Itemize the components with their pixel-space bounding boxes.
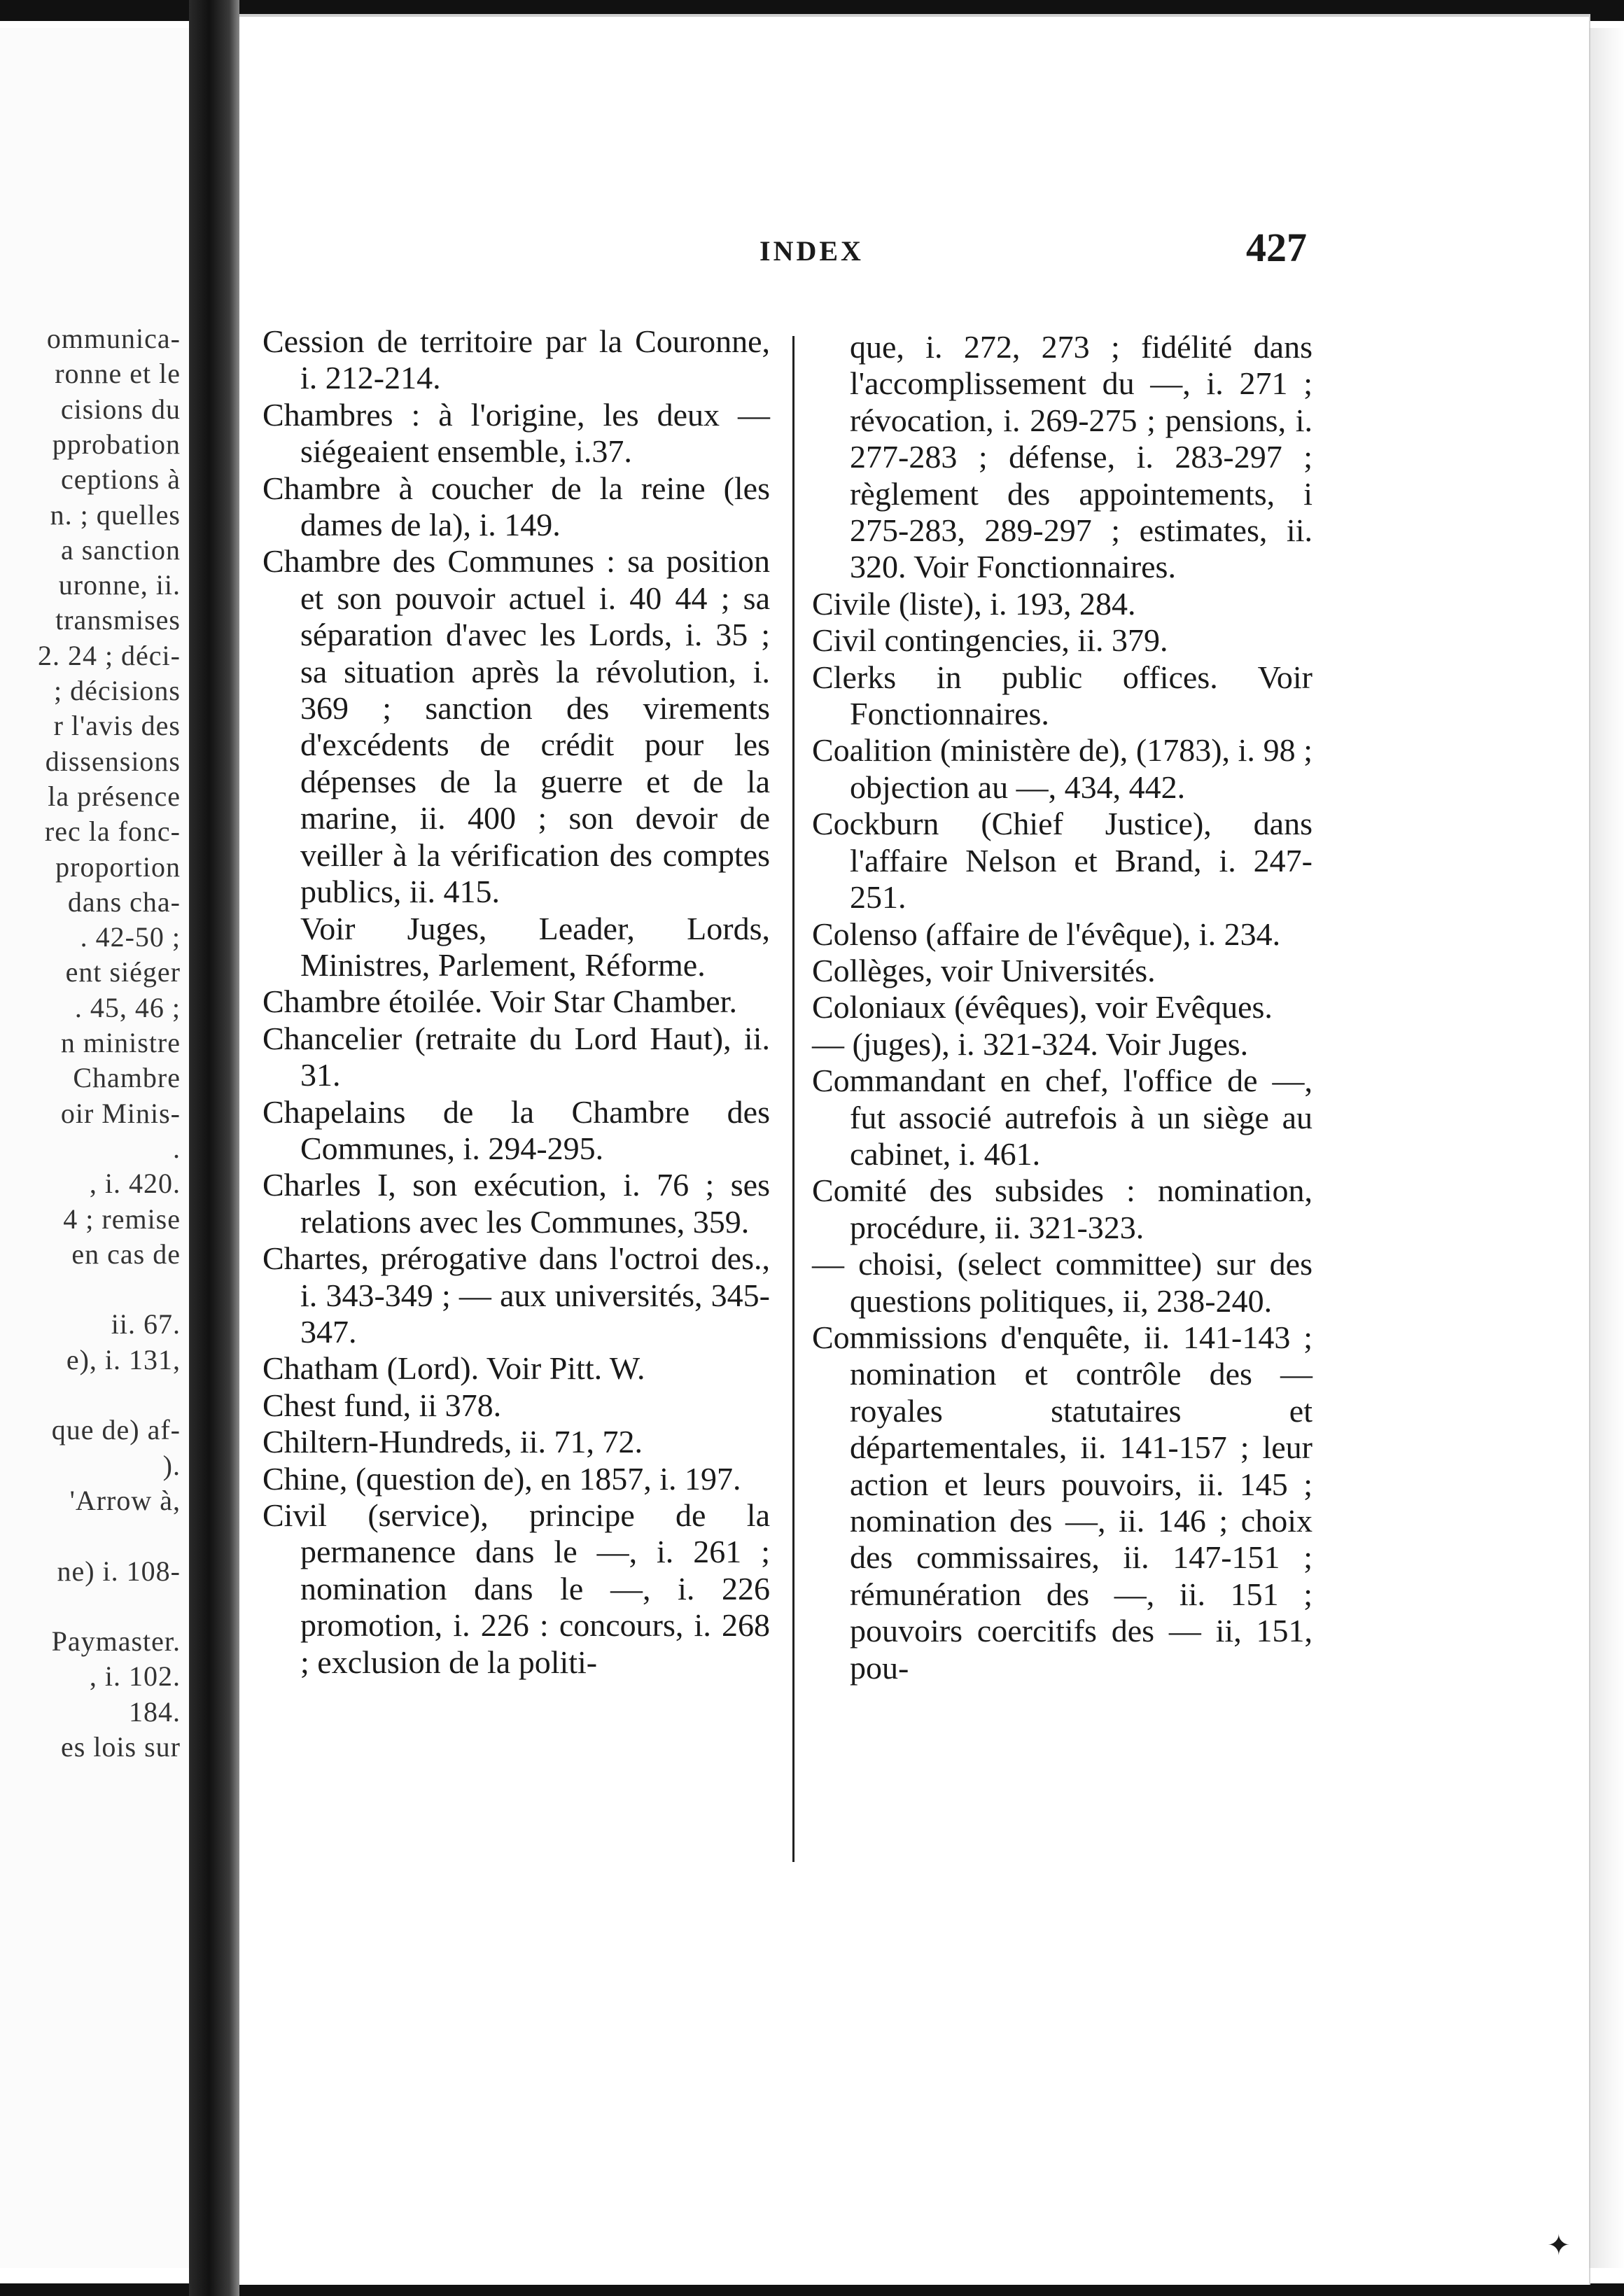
previous-page-line: ; décisions <box>54 675 181 706</box>
previous-page-line: es lois sur <box>61 1731 181 1763</box>
index-entry: Chambre des Communes : sa position et son pouvoir actuel i. 40 44 ; sa séparation d'avec les Lords, i. 35 ; sa situation après la révolution, i. 369 ; sanction des virements d'excédents de crédit pour les dépenses de la guerre et de la marine, ii. 400 ; son devoir de veiller à la vérification des comptes publics, ii. 415. <box>262 543 770 910</box>
page-edge <box>1589 28 1624 2268</box>
index-entry: Charles I, son exécution, i. 76 ; ses relations avec les Communes, 359. <box>262 1167 770 1240</box>
index-entry: Commandant en chef, l'office de —, fut associé autrefois à un siège au cabinet, i. 461. <box>812 1063 1312 1172</box>
index-entry: Civile (liste), i. 193, 284. <box>812 585 1136 622</box>
previous-page-line: , i. 420. <box>89 1168 181 1200</box>
previous-page-line: 4 ; remise <box>63 1203 181 1235</box>
index-entry: Chambre étoilée. Voir Star Chamber. <box>262 983 737 1020</box>
index-column-left <box>262 323 770 1681</box>
index-entry: Commissions d'enquête, ii. 141-143 ; nomination et contrôle des — royales statutaires et départementales, ii. 141-157 ; leur action et leurs pouvoirs, ii. 145 ; nomination des —, ii. 146 ; choix des commissaires, ii. 147-151 ; rémunération des —, ii. 151 ; pouvoirs coercitifs des — ii, 151, pou- <box>812 1319 1312 1686</box>
index-entry: Cockburn (Chief Justice), dans l'affaire Nelson et Brand, i. 247-251. <box>812 806 1312 916</box>
index-entry: Coloniaux (évêques), voir Evêques. <box>812 989 1273 1026</box>
previous-page-line: pprobation <box>52 428 181 460</box>
previous-page-line: rec la fonc- <box>44 816 181 848</box>
index-entry: Chapelains de la Chambre des Communes, i. 294-295. <box>262 1093 770 1166</box>
index-entry: Voir Juges, Leader, Lords, Ministres, Parlement, Réforme. <box>300 910 770 983</box>
previous-page-line: 'Arrow à, <box>69 1484 181 1516</box>
previous-page-line: Chambre <box>73 1062 181 1094</box>
index-entry: Chiltern-Hundreds, ii. 71, 72. <box>262 1424 643 1460</box>
index-entry: Collèges, voir Universités. <box>812 952 1156 988</box>
previous-page-line: transmises <box>55 604 181 636</box>
previous-page-line: uronne, ii. <box>58 569 181 601</box>
previous-page-line: ). <box>162 1449 181 1481</box>
previous-page-line: 184. <box>129 1695 181 1728</box>
index-entry: que, i. 272, 273 ; fidélité dans l'accomplissement du —, i. 271 ; révocation, i. 269-275 ; pensions, i. 277-283 ; défense, i. 283-297 ; règlement des appointements, i 275-283, 289-297 ; estimates, ii. 320. Voir Fonctionnaires. <box>850 329 1312 585</box>
index-entry: Colenso (affaire de l'évêque), i. 234. <box>812 916 1281 952</box>
index-entry: Civil contingencies, ii. 379. <box>812 622 1168 659</box>
book-gutter <box>189 0 239 2296</box>
previous-page-line: ne) i. 108- <box>57 1555 181 1587</box>
index-entry: Chambres : à l'origine, les deux — siégeaient ensemble, i.37. <box>262 396 770 470</box>
previous-page-line: . <box>173 1132 181 1164</box>
index-entry: Chartes, prérogative dans l'octroi des., i. 343-349 ; — aux universités, 345-347. <box>262 1240 770 1350</box>
index-entry: Clerks in public offices. Voir Fonctionnaires. <box>812 659 1312 732</box>
index-entry: Civil (service), principe de la permanence dans le —, i. 261 ; nomination dans le —, i. 226 promotion, i. 226 : concours, i. 268 ; exclusion de la politi- <box>262 1497 770 1680</box>
previous-page-line: , i. 102. <box>89 1660 181 1693</box>
previous-page-line: 2. 24 ; déci- <box>37 639 181 671</box>
previous-page-line: a sanction <box>60 533 181 566</box>
index-entry: — choisi, (select committee) sur des questions politiques, ii, 238-240. <box>812 1246 1312 1319</box>
previous-page-line: dans cha- <box>67 886 181 918</box>
page-number: 427 <box>1246 225 1307 270</box>
previous-page-line: e), i. 131, <box>66 1343 181 1376</box>
index-entry: Cession de territoire par la Couronne, i. 212-214. <box>262 323 770 396</box>
previous-page-line: oir Minis- <box>60 1097 181 1129</box>
previous-page-line: cisions du <box>60 393 181 425</box>
index-entry: Chancelier (retraite du Lord Haut), ii. 31. <box>262 1020 770 1093</box>
index-entry: Chest fund, ii 378. <box>262 1387 502 1423</box>
previous-page-fragment <box>0 28 191 2268</box>
index-entry: Comité des subsides : nomination, procédure, ii. 321-323. <box>812 1172 1312 1245</box>
previous-page-line: proportion <box>55 850 181 883</box>
index-entry: Chatham (Lord). Voir Pitt. W. <box>262 1350 645 1387</box>
previous-page-line: ceptions à <box>60 463 181 496</box>
previous-page-line: ronne et le <box>55 358 181 390</box>
index-entry: Coalition (ministère de), (1783), i. 98 ; objection au —, 434, 442. <box>812 732 1312 805</box>
scan-mark: ✦ <box>1547 2230 1571 2262</box>
previous-page-line: que de) af- <box>51 1414 181 1446</box>
scan-border-bottom <box>0 2283 1624 2296</box>
index-entry: — (juges), i. 321-324. Voir Juges. <box>812 1026 1249 1062</box>
previous-page-line: . 42-50 ; <box>80 921 181 953</box>
previous-page-line: n ministre <box>60 1027 181 1058</box>
previous-page-line: Paymaster. <box>51 1625 181 1658</box>
running-head: INDEX <box>760 235 864 267</box>
previous-page-line: dissensions <box>45 745 181 777</box>
previous-page-line: ent siéger <box>65 956 181 988</box>
previous-page-line: ii. 67. <box>111 1308 181 1340</box>
previous-page-line: n. ; quelles <box>50 498 181 531</box>
previous-page-line: ommunica- <box>46 323 181 354</box>
index-entry: Chambre à coucher de la reine (les dames de la), i. 149. <box>262 470 770 543</box>
index-column-right <box>812 329 1312 1686</box>
previous-page-line: la présence <box>48 780 181 812</box>
column-rule <box>792 336 794 1862</box>
previous-page-line: . 45, 46 ; <box>74 991 181 1023</box>
previous-page-line: en cas de <box>71 1238 181 1270</box>
previous-page-line: r l'avis des <box>53 710 181 742</box>
index-entry: Chine, (question de), en 1857, i. 197. <box>262 1460 741 1497</box>
